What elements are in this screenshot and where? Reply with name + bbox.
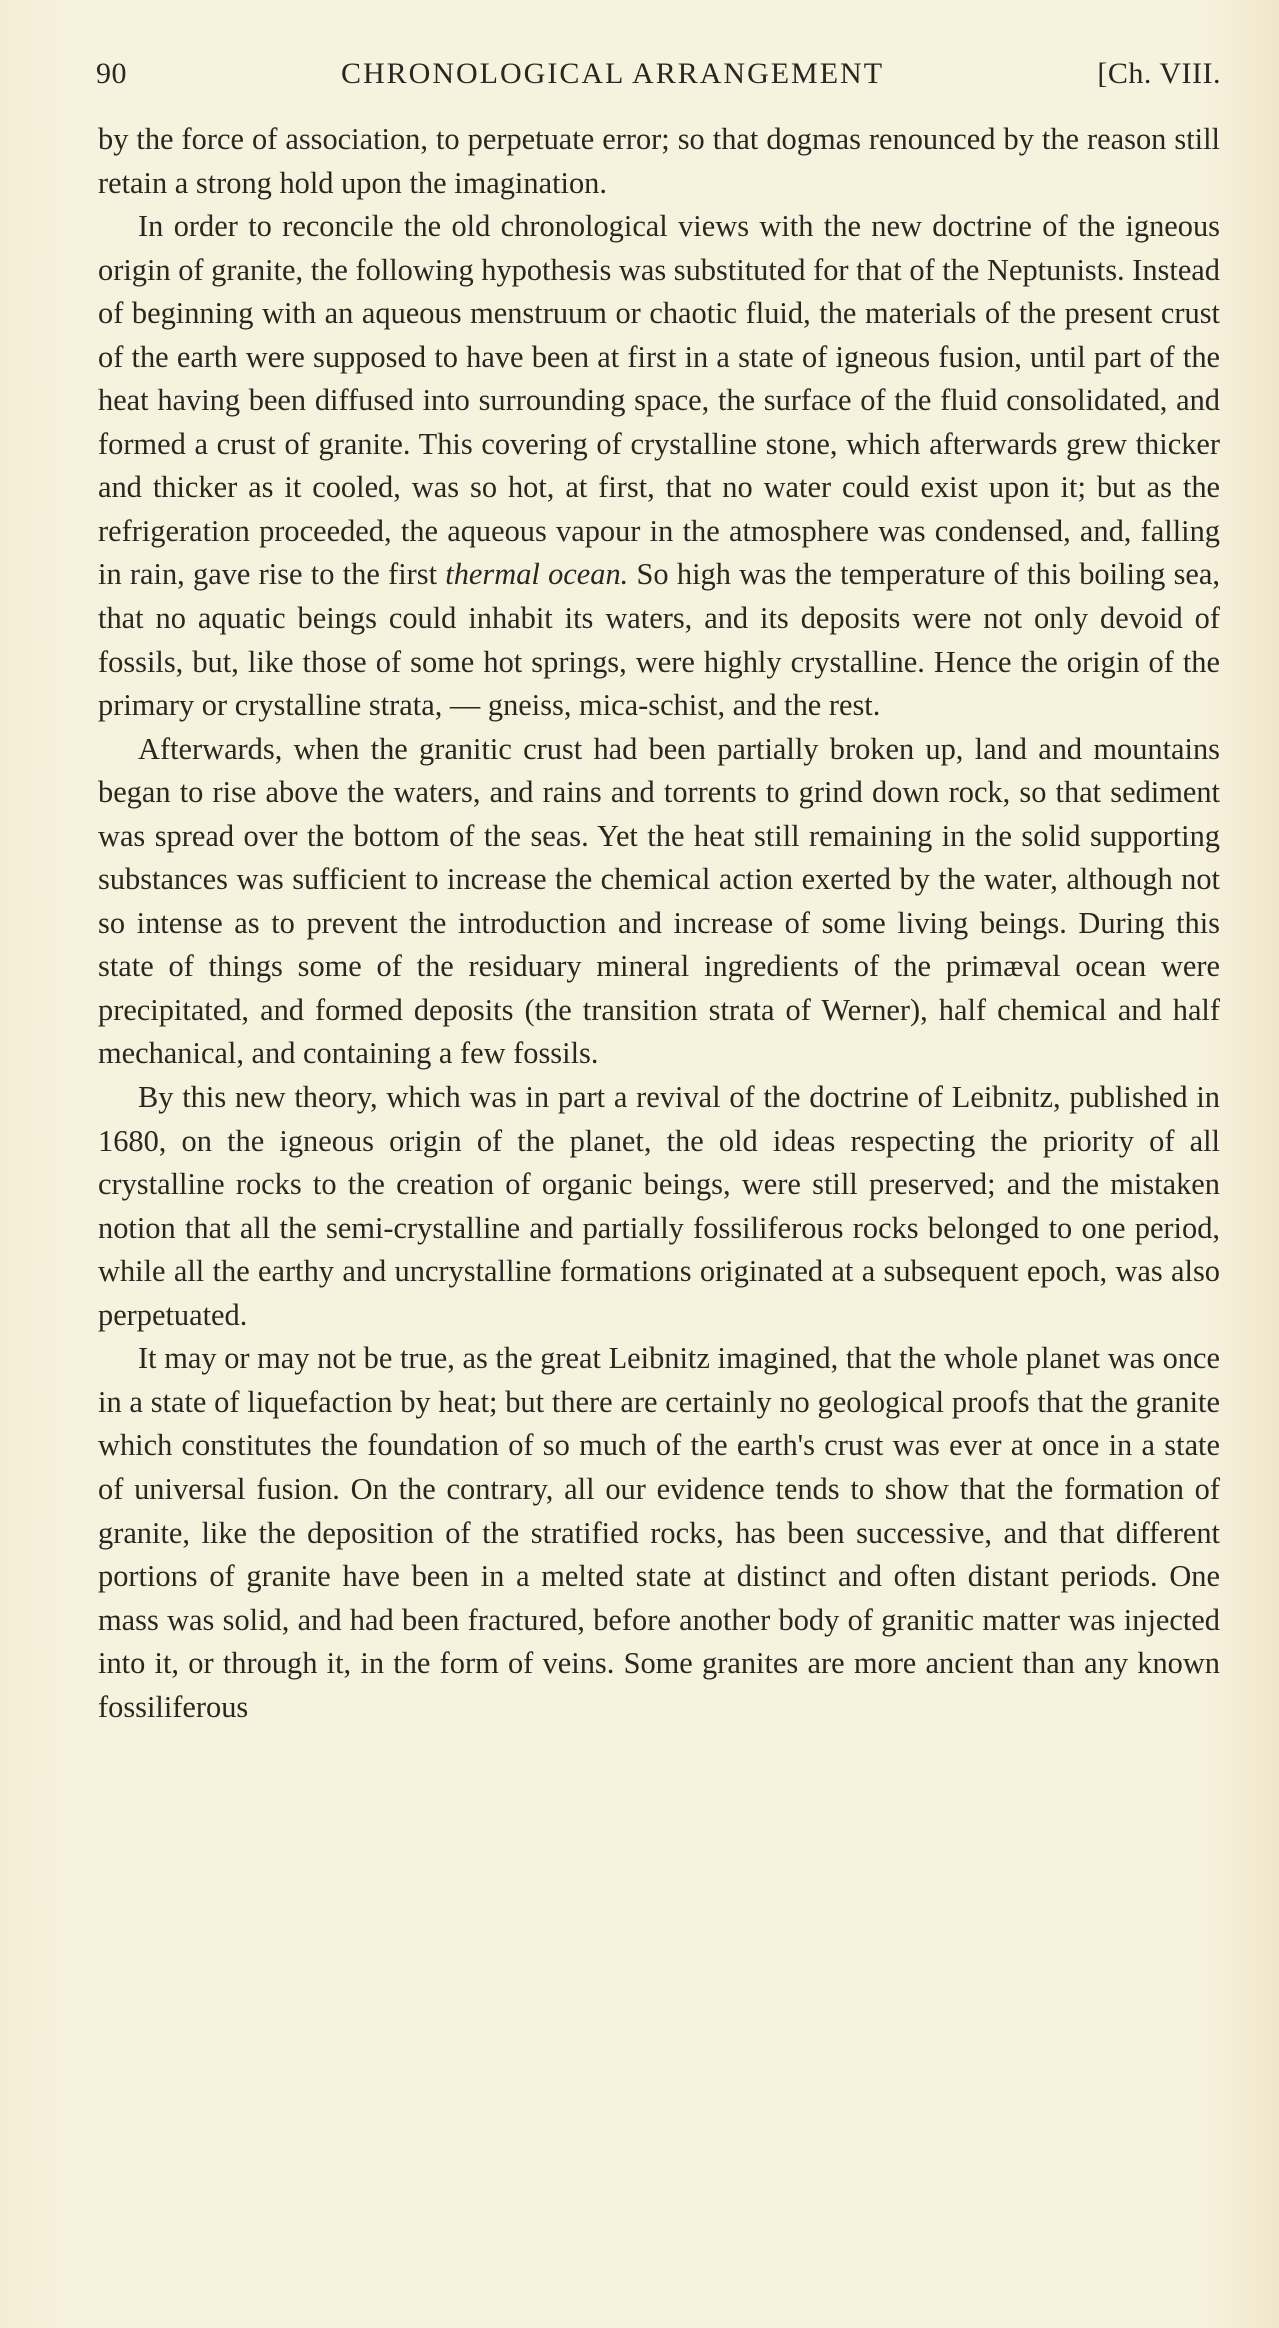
body-text [98, 118, 1220, 1729]
paragraph-text: So high was the temperature of this boiling sea, that no aquatic beings could inhabit its waters, and its deposits were not only devoid of fossils, but, like those of some hot springs, were highly crystalline. Hence the origin of the primary or crystalline strata, — gneiss, mica-schist, and the rest. [98, 557, 1220, 723]
paragraph-liquefaction: It may or may not be true, as the great Leibnitz imagined, that the whole planet was once in a state of liquefaction by heat; but there are certainly no geological proofs that the granite which constitutes the foundation of so much of the earth's crust was ever at once in a state of universal fusion. On the contrary, all our evidence tends to show that the formation of granite, like the deposition of the stratified rocks, has been successive, and that different portions of granite have been in a melted state at distinct and often distant periods. One mass was solid, and had been fractured, before another body of granitic matter was injected into it, or through it, in the form of veins. Some granites are more ancient than any known fossiliferous [98, 1341, 1220, 1724]
paragraph-text: In order to reconcile the old chronological views with the new doctrine of the igneous origin of granite, the following hypothesis was substituted for that of the Neptunists. Instead of beginning with an aqueous menstruum or chaotic fluid, the materials of the present crust of the earth were supposed to have been at first in a state of igneous fusion, until part of the heat having been diffused into surrounding space, the surface of the fluid consolidated, and formed a crust of granite. This covering of crystalline stone, which afterwards grew thicker and thicker as it cooled, was so hot, at first, that no water could exist upon it; but as the refrigeration proceeded, the aqueous vapour in the atmosphere was condensed, and, falling in rain, gave rise to the first [98, 209, 1220, 592]
chapter-reference: [Ch. VIII. [1097, 57, 1221, 90]
paragraph-leibnitz-theory: By this new theory, which was in part a revival of the doctrine of Leibnitz, published in 1680, on the igneous origin of the planet, the old ideas respecting the priority of all crystalline rocks to the creation of organic beings, were still preserved; and the mistaken notion that all the semi-crystalline and partially fossiliferous rocks belonged to one period, while all the earthy and uncrystalline formations originated at a subsequent epoch, was also perpetuated. [98, 1080, 1220, 1332]
paragraph-continued: by the force of association, to perpetuate error; so that dogmas renounced by the reason still retain a strong hold upon the imagination. [98, 122, 1220, 200]
italic-term: thermal ocean. [445, 557, 629, 592]
paragraph-granitic-crust: Afterwards, when the granitic crust had been partially broken up, land and mountains began to rise above the waters, and rains and torrents to grind down rock, so that sediment was spread over the bottom of the seas. Yet the heat still remaining in the solid supporting substances was sufficient to increase the chemical action exerted by the water, although not so intense as to prevent the introduction and increase of some living beings. During this state of things some of the residuary mineral ingredients of the primæval ocean were precipitated, and formed deposits (the transition strata of Werner), half chemical and half mechanical, and containing a few fossils. [98, 731, 1220, 1071]
paragraph-thermal-ocean [98, 205, 1220, 728]
page-number: 90 [96, 57, 127, 90]
page-header [96, 52, 1221, 96]
running-title: CHRONOLOGICAL ARRANGEMENT [341, 57, 885, 90]
